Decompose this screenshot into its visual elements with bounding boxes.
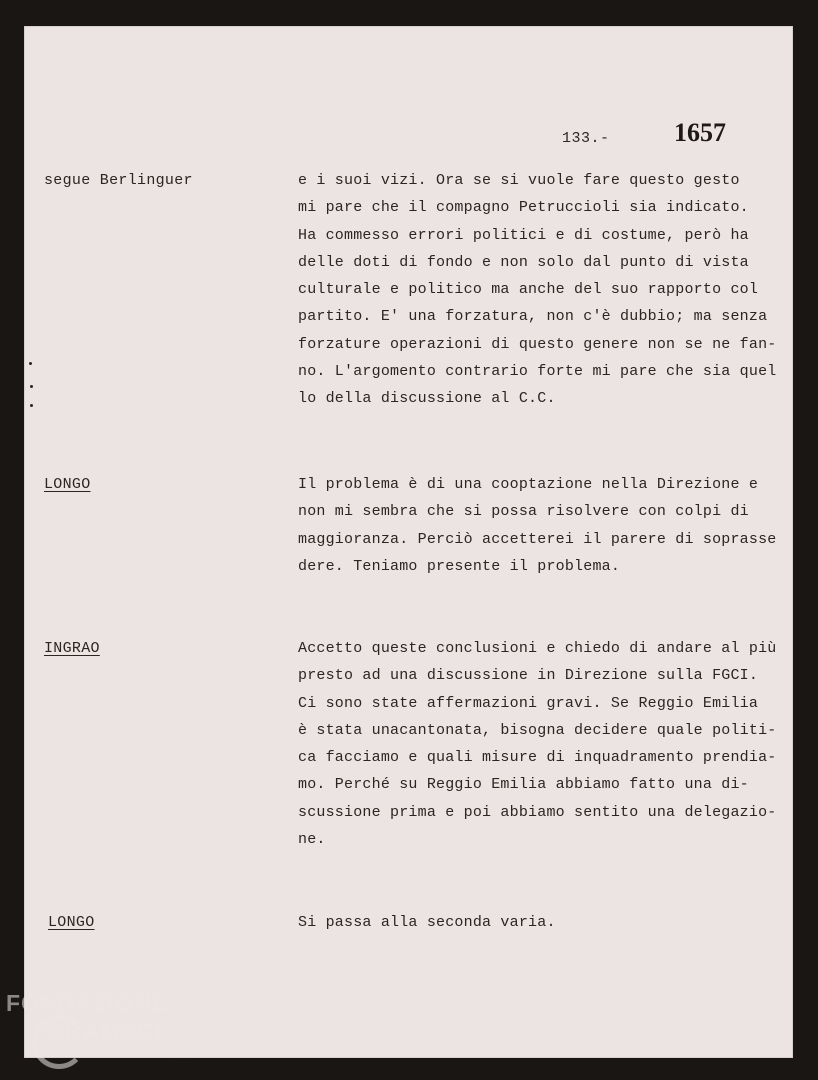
text-line: è stata unacantonata, bisogna decidere quale politi- (298, 721, 777, 739)
margin-mark (30, 385, 33, 388)
watermark-line2: GRAMSCI (46, 1018, 162, 1044)
text-line: ne. (298, 831, 326, 849)
text-line: ca facciamo e quali misure di inquadramento prendia- (298, 749, 777, 767)
speech-text (298, 471, 788, 580)
text-line: partito. E' una forzatura, non c'è dubbio; ma senza (298, 308, 768, 326)
text-line: mo. Perché su Reggio Emilia abbiamo fatto una di- (298, 776, 749, 794)
watermark-logo (6, 990, 206, 1080)
text-line: Accetto queste conclusioni e chiedo di andare al più (298, 640, 777, 657)
text-line: e i suoi vizi. Ora se si vuole fare questo gesto (298, 172, 740, 189)
text-line: forzature operazioni di questo genere non se ne fan- (298, 335, 777, 353)
margin-mark (29, 362, 32, 365)
text-line: Ha commesso errori politici e di costume, però ha (298, 226, 749, 244)
text-line: scussione prima e poi abbiamo sentito una delegazio- (298, 803, 777, 821)
page-header (562, 118, 762, 152)
speech-text (298, 167, 788, 413)
text-line: mi pare che il compagno Petruccioli sia indicato. (298, 199, 749, 217)
text-line: lo della discussione al C.C. (298, 390, 556, 408)
text-line: Si passa alla seconda varia. (298, 914, 556, 931)
text-line: non mi sembra che si possa risolvere con colpi di (298, 503, 749, 521)
text-line: Il problema è di una cooptazione nella Direzione e (298, 476, 759, 493)
text-line: no. L'argomento contrario forte mi pare che sia quel (298, 363, 777, 381)
speaker-name: INGRAO (44, 640, 100, 657)
speaker-name: segue Berlinguer (44, 172, 193, 189)
margin-mark (30, 404, 33, 407)
speech-text (298, 909, 788, 936)
watermark-line1: FONDAZIONE (6, 990, 169, 1016)
watermark-onlus: onlus (166, 1050, 191, 1059)
speaker-name: LONGO (48, 914, 95, 931)
text-line: maggioranza. Perciò accetterei il parere di soprasse (298, 530, 777, 548)
text-line: delle doti di fondo e non solo dal punto di vista (298, 253, 749, 271)
speech-text (298, 635, 788, 853)
text-line: dere. Teniamo presente il problema. (298, 557, 621, 575)
page-sequence: 133.- (562, 130, 610, 147)
text-line: Ci sono state affermazioni gravi. Se Reggio Emilia (298, 694, 759, 712)
speaker-name: LONGO (44, 476, 91, 493)
page-number: 1657 (674, 118, 726, 147)
document-page (24, 26, 793, 1058)
text-line: culturale e politico ma anche del suo rapporto col (298, 281, 759, 299)
text-line: presto ad una discussione in Direzione sulla FGCI. (298, 667, 759, 685)
